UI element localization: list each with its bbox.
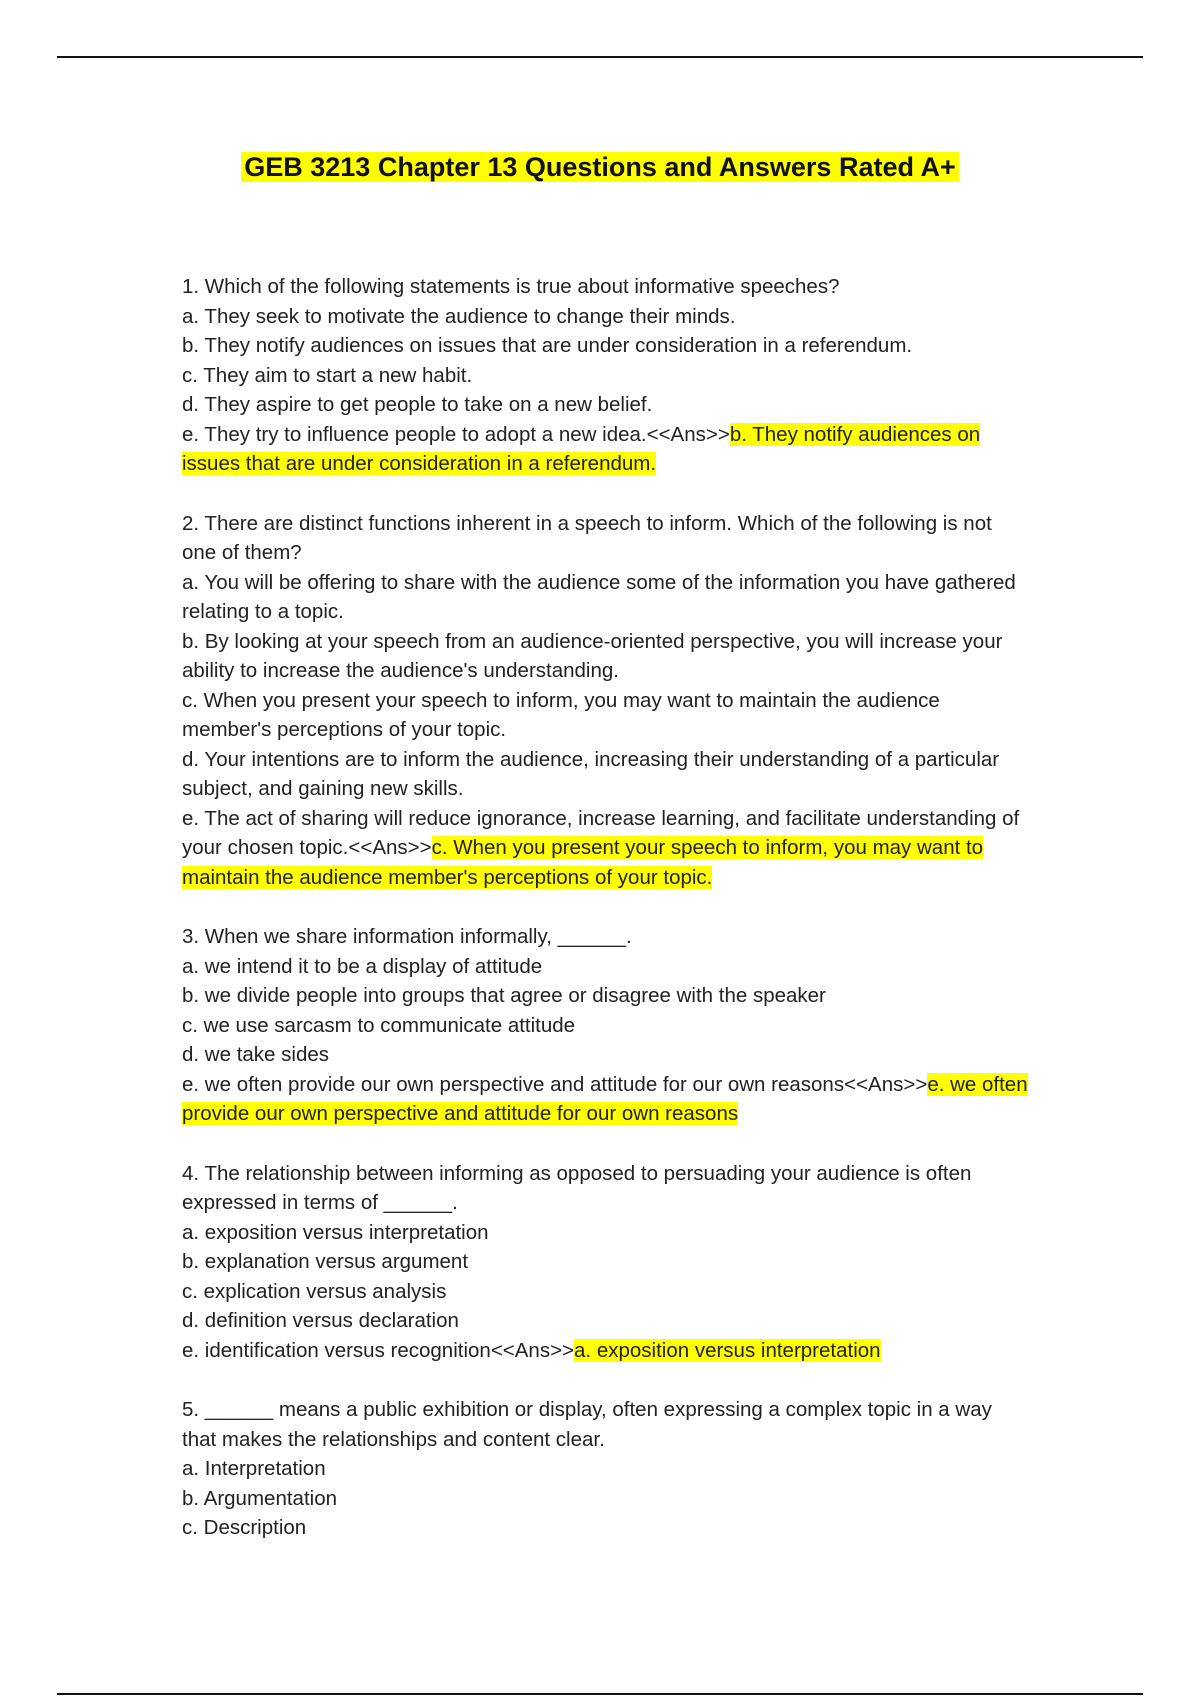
option-b: b. we divide people into groups that agree or disagree with the speaker (182, 984, 826, 1007)
question-1 (182, 272, 1028, 479)
document-title (0, 147, 1200, 187)
option-c: c. When you present your speech to inform, you may want to maintain the audience member's perceptions of your topic. (182, 688, 940, 741)
question-5 (182, 1395, 1028, 1543)
question-2 (182, 509, 1028, 893)
document-title-text: GEB 3213 Chapter 13 Questions and Answers Rated A+ (241, 152, 958, 182)
bottom-rule (57, 1693, 1143, 1695)
option-d: d. They aspire to get people to take on a new belief. (182, 393, 653, 416)
question-3 (182, 922, 1028, 1129)
question-stem: 4. The relationship between informing as opposed to persuading your audience is often expressed in terms of ______. (182, 1161, 972, 1214)
option-d: d. definition versus declaration (182, 1309, 459, 1332)
question-stem: 2. There are distinct functions inherent in a speech to inform. Which of the following is not one of them? (182, 511, 992, 564)
option-e-with-answer (182, 420, 1028, 479)
option-d: d. Your intentions are to inform the audience, increasing their understanding of a particular subject, and gaining new skills. (182, 747, 1000, 800)
option-c: c. we use sarcasm to communicate attitude (182, 1013, 576, 1037)
option-a: a. Interpretation (182, 1457, 326, 1480)
option-a: a. we intend it to be a display of attitude (182, 954, 543, 978)
option-e-with-answer (182, 1070, 1028, 1129)
answer-highlight: b. They notify audiences on issues that are under consideration in a referendum. (182, 422, 981, 475)
option-c: c. explication versus analysis (182, 1279, 447, 1303)
option-a: a. They seek to motivate the audience to change their minds. (182, 304, 736, 328)
question-4 (182, 1159, 1028, 1366)
question-stem: 1. Which of the following statements is true about informative speeches? (182, 275, 840, 298)
option-b: b. explanation versus argument (182, 1250, 469, 1273)
option-a: a. exposition versus interpretation (182, 1220, 489, 1244)
option-e-with-answer (182, 804, 1028, 893)
option-e: e. identification versus recognition (182, 1338, 491, 1362)
option-e: e. The act of sharing will reduce ignorance, increase learning, and facilitate understanding of your chosen topic. (182, 806, 1020, 859)
option-d: d. we take sides (182, 1043, 329, 1066)
option-e: e. we often provide our own perspective and attitude for our own reasons (182, 1072, 845, 1096)
option-c: c. They aim to start a new habit. (182, 363, 473, 387)
top-rule (57, 56, 1143, 58)
question-list (182, 272, 1028, 1573)
option-b: b. They notify audiences on issues that are under consideration in a referendum. (182, 334, 913, 357)
option-c: c. Description (182, 1516, 307, 1539)
answer-highlight: e. we often provide our own perspective and attitude for our own reasons (182, 1072, 1028, 1125)
option-b: b. By looking at your speech from an audience-oriented perspective, you will increase your ability to increase the audience's understanding. (182, 629, 1003, 682)
answer-marker: <<Ans>> (348, 836, 432, 859)
option-a: a. You will be offering to share with the audience some of the information you have gathered relating to a topic. (182, 570, 1016, 623)
answer-marker: <<Ans>> (490, 1338, 575, 1362)
answer-highlight: c. When you present your speech to inform, you may want to maintain the audience member's perceptions of your topic. (182, 836, 984, 889)
option-e-with-answer (182, 1336, 1028, 1366)
option-e: e. They try to influence people to adopt a new idea. (182, 422, 647, 446)
answer-marker: <<Ans>> (844, 1072, 928, 1096)
answer-marker: <<Ans>> (646, 422, 730, 446)
answer-highlight: a. exposition versus interpretation (574, 1338, 881, 1362)
question-stem: 5. ______ means a public exhibition or display, often expressing a complex topic in a way that makes the relationships and content clear. (182, 1398, 992, 1451)
question-stem: 3. When we share information informally, ______. (182, 925, 632, 948)
option-b: b. Argumentation (182, 1486, 337, 1510)
